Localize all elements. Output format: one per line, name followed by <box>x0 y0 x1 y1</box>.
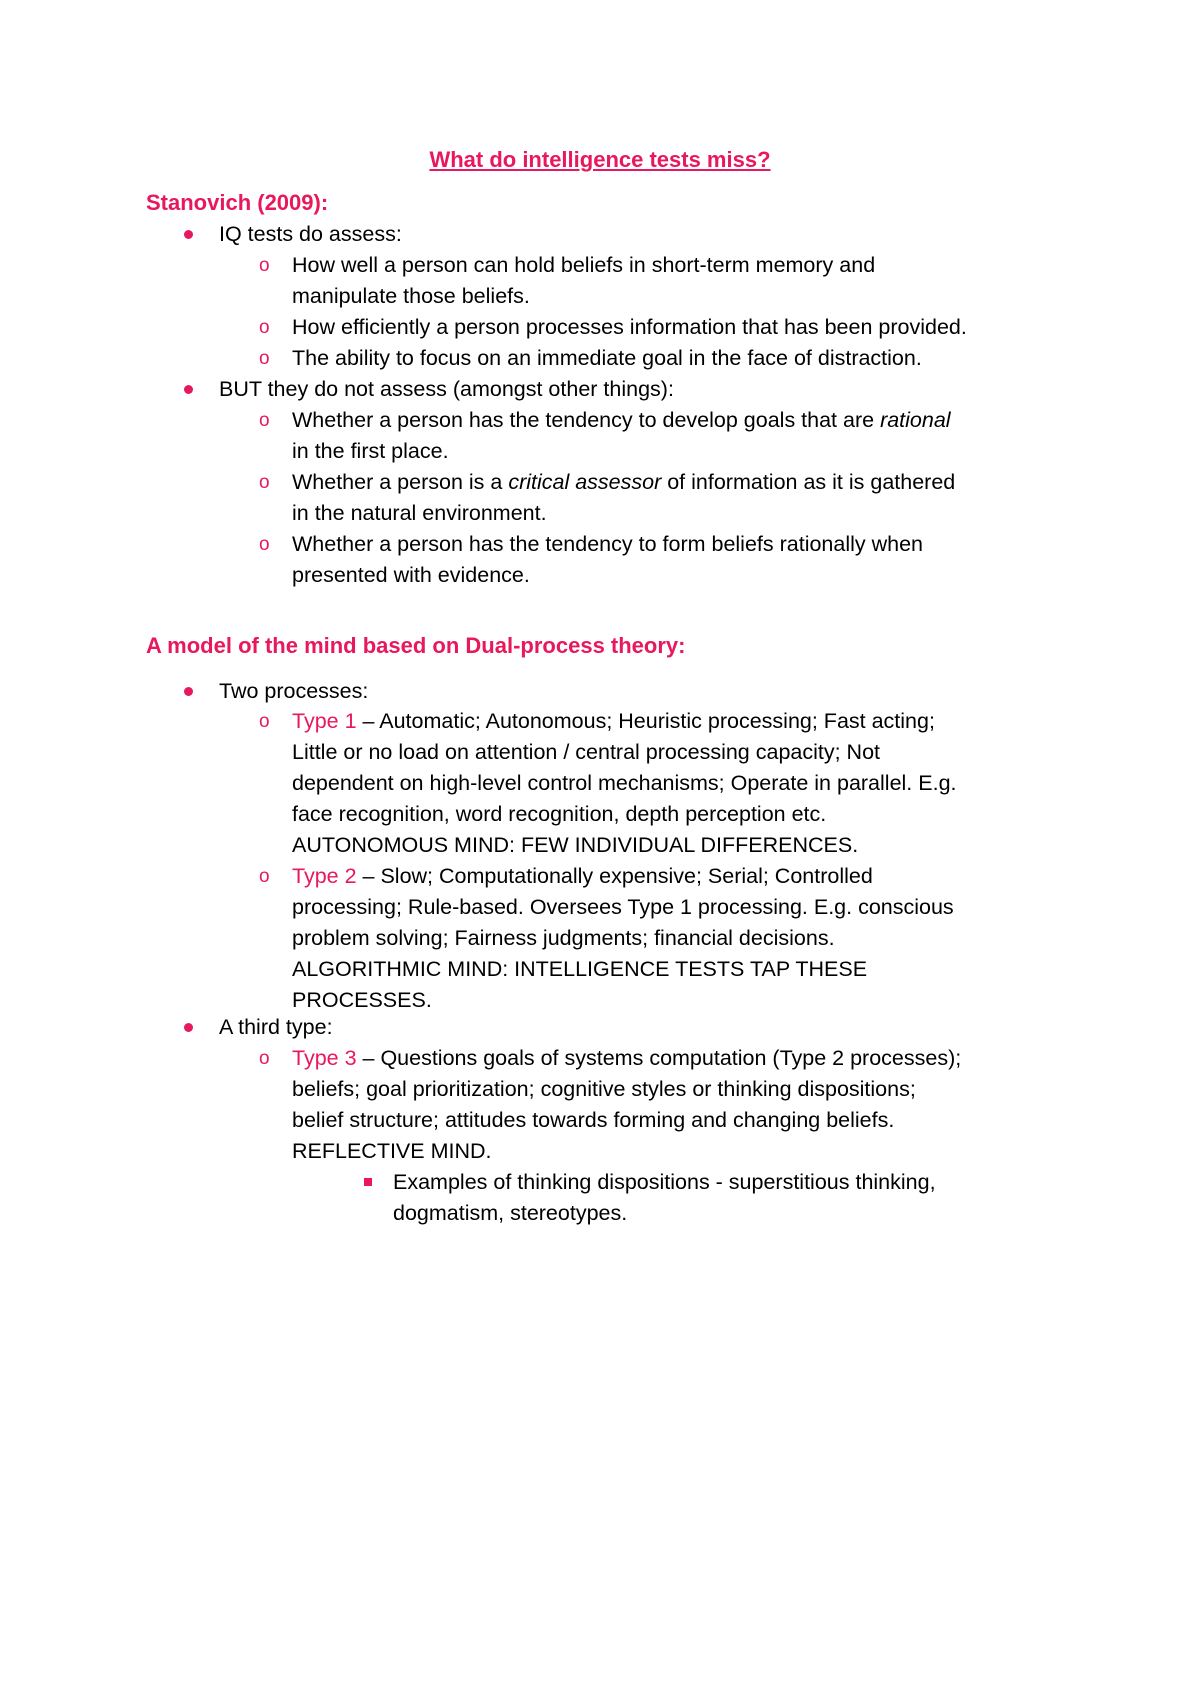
list-item <box>259 405 1079 436</box>
emphasis-text: critical assessor <box>508 470 662 494</box>
list-item <box>259 312 1079 343</box>
list-item-continuation <box>259 1136 1079 1167</box>
bullet-iq-assess <box>146 219 1086 250</box>
list-item-continuation <box>259 923 1079 954</box>
bullet-two-processes <box>146 676 1086 707</box>
list-item-continuation <box>259 892 1079 923</box>
list-item-text: How efficiently a person processes information that has been provided. <box>292 315 967 339</box>
list-item-text: ALGORITHMIC MIND: INTELLIGENCE TESTS TAP THESE <box>292 957 868 981</box>
circle-bullet-icon: o <box>259 1048 270 1069</box>
bullet-dot-icon <box>184 230 193 239</box>
list-item-text: beliefs; goal prioritization; cognitive styles or thinking dispositions; <box>292 1077 916 1101</box>
list-item-type2 <box>259 861 1079 892</box>
bullet-third-type <box>146 1012 1086 1043</box>
list-item-text: in the first place. <box>292 439 449 463</box>
list-item-continuation <box>259 1074 1079 1105</box>
list-item-text: processing; Rule-based. Oversees Type 1 processing. E.g. conscious <box>292 895 954 919</box>
list-item <box>259 467 1079 498</box>
list-item-text: Little or no load on attention / central processing capacity; Not <box>292 740 881 764</box>
list-item-continuation <box>259 768 1079 799</box>
list-item-continuation <box>259 1105 1079 1136</box>
list-item-text: of information as it is gathered <box>661 470 956 494</box>
list-item-text: REFLECTIVE MIND. <box>292 1139 492 1163</box>
list-item-continuation <box>259 737 1079 768</box>
circle-bullet-icon: o <box>259 317 270 338</box>
circle-bullet-icon: o <box>259 472 270 493</box>
list-item-text: dogmatism, stereotypes. <box>393 1201 628 1225</box>
list-item-text: belief structure; attitudes towards forming and changing beliefs. <box>292 1108 895 1132</box>
bullet-dot-icon <box>184 385 193 394</box>
list-item-text: The ability to focus on an immediate goal in the face of distraction. <box>292 346 922 370</box>
list-item-text: AUTONOMOUS MIND: FEW INDIVIDUAL DIFFERENCES. <box>292 833 859 857</box>
type-label: Type 1 <box>292 709 357 733</box>
bullet-list-1b <box>146 374 1086 405</box>
list-item-continuation <box>259 799 1079 830</box>
list-item-text: manipulate those beliefs. <box>292 284 530 308</box>
list-item-text: – Slow; Computationally expensive; Serial; Controlled <box>356 864 873 888</box>
list-item-type3 <box>259 1043 1079 1074</box>
circle-bullet-icon: o <box>259 348 270 369</box>
sub-list-not-assess <box>259 405 1079 591</box>
circle-bullet-icon: o <box>259 711 270 732</box>
list-item <box>259 343 1079 374</box>
emphasis-text: rational <box>880 408 951 432</box>
list-item-text: problem solving; Fairness judgments; financial decisions. <box>292 926 835 950</box>
section-heading-stanovich: Stanovich (2009): <box>146 190 329 215</box>
list-item-continuation <box>259 281 1079 312</box>
bullet-text: BUT they do not assess (amongst other things): <box>219 377 674 401</box>
bullet-dot-icon <box>184 687 193 696</box>
list-item-continuation <box>259 830 1079 861</box>
circle-bullet-icon: o <box>259 410 270 431</box>
list-item-text: PROCESSES. <box>292 988 432 1012</box>
list-item-continuation <box>364 1198 1084 1229</box>
sub-sub-list-examples <box>364 1167 1084 1229</box>
list-item-text: face recognition, word recognition, depth perception etc. <box>292 802 827 826</box>
bullet-text: A third type: <box>219 1015 333 1039</box>
square-bullet-icon <box>364 1178 372 1186</box>
bullet-not-assess <box>146 374 1086 405</box>
bullet-text: IQ tests do assess: <box>219 222 402 246</box>
bullet-list-2b <box>146 1012 1086 1043</box>
list-item <box>259 250 1079 281</box>
list-item-continuation <box>259 560 1079 591</box>
list-item <box>259 529 1079 560</box>
circle-bullet-icon: o <box>259 255 270 276</box>
list-item-text: presented with evidence. <box>292 563 530 587</box>
list-item-text: Whether a person has the tendency to develop goals that are <box>292 408 881 432</box>
list-item-type1 <box>259 706 1079 737</box>
sub-list-types-1-2 <box>259 706 1079 1016</box>
list-item-continuation <box>259 498 1079 529</box>
list-item-text: in the natural environment. <box>292 501 547 525</box>
list-item-text: – Questions goals of systems computation (Type 2 processes); <box>356 1046 962 1070</box>
list-item-text: Whether a person has the tendency to form beliefs rationally when <box>292 532 924 556</box>
type-label: Type 3 <box>292 1046 357 1070</box>
document-title: What do intelligence tests miss? <box>429 147 771 172</box>
sub-list-assess <box>259 250 1079 374</box>
list-item-text: Examples of thinking dispositions - superstitious thinking, <box>393 1170 936 1194</box>
bullet-text: Two processes: <box>219 679 369 703</box>
list-item-text: dependent on high-level control mechanisms; Operate in parallel. E.g. <box>292 771 957 795</box>
list-item-continuation <box>259 436 1079 467</box>
list-item-text: How well a person can hold beliefs in short-term memory and <box>292 253 876 277</box>
list-item-text: – Automatic; Autonomous; Heuristic processing; Fast acting; <box>356 709 935 733</box>
bullet-dot-icon <box>184 1023 193 1032</box>
circle-bullet-icon: o <box>259 866 270 887</box>
circle-bullet-icon: o <box>259 534 270 555</box>
type-label: Type 2 <box>292 864 357 888</box>
sub-list-type-3 <box>259 1043 1079 1167</box>
list-item-text: Whether a person is a <box>292 470 509 494</box>
list-item-continuation <box>259 954 1079 985</box>
section-heading-dual-process: A model of the mind based on Dual-process theory: <box>146 633 686 658</box>
bullet-list-2 <box>146 676 1086 707</box>
list-item-examples <box>364 1167 1084 1198</box>
bullet-list-1 <box>146 219 1086 250</box>
